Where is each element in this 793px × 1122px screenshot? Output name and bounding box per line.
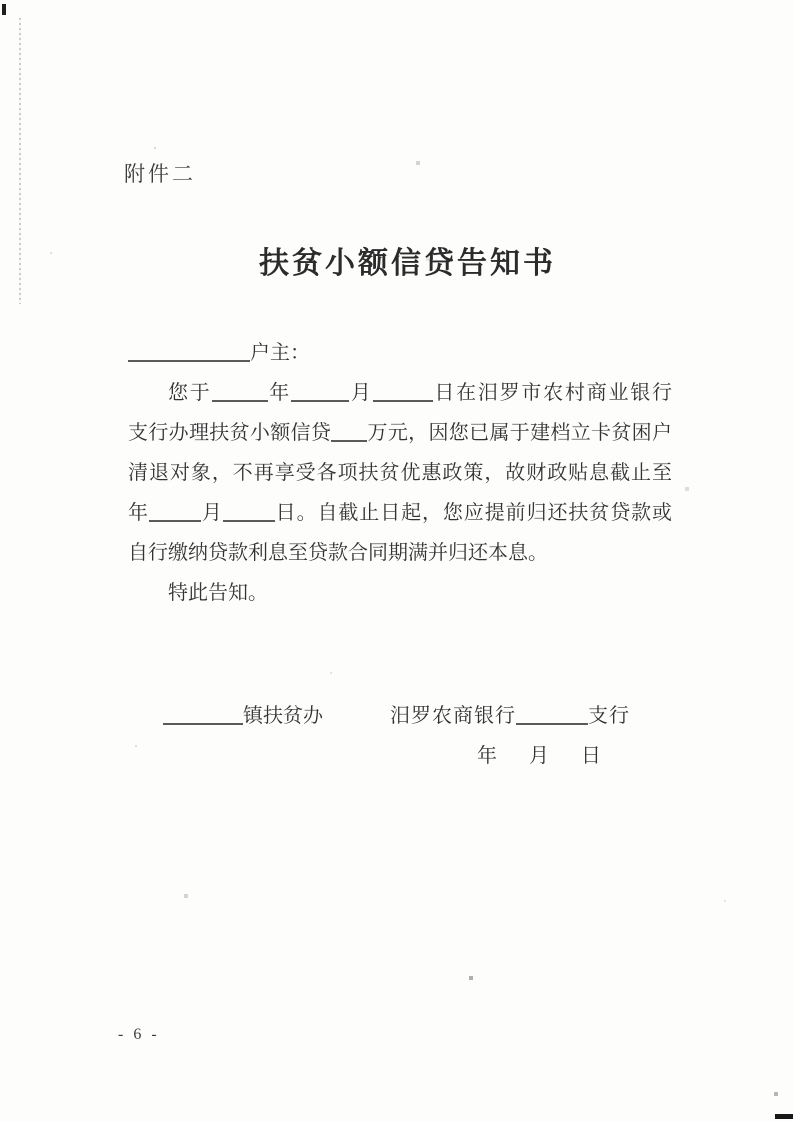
loan-day-blank-field <box>373 398 433 402</box>
body-text: 自行缴纳贷款利息至贷款合同期满并归还本息。 <box>128 542 548 564</box>
body-text: 支行办理扶贫小额信贷 <box>128 422 332 444</box>
salutation-line <box>128 333 672 373</box>
body-line-loan-amount <box>128 413 672 453</box>
town-name-blank-field <box>163 721 243 725</box>
year-label: 年 <box>267 382 292 404</box>
body-line-repayment <box>128 533 672 573</box>
closing-line <box>128 573 672 613</box>
scan-artifact-bottom-right <box>775 1114 793 1119</box>
deadline-day-blank-field <box>223 518 275 522</box>
month-label: 月 <box>200 502 223 524</box>
signature-bank <box>390 696 630 736</box>
scan-artifact-top-left <box>2 4 6 15</box>
signature-date-placeholder: 年 月 日 <box>477 745 607 767</box>
body-text: 日在汨罗市农村商业银行 <box>432 382 673 404</box>
body-text: 特此告知。 <box>168 582 268 604</box>
attachment-label: 附件二 <box>124 162 196 186</box>
signature-town-office <box>163 696 323 736</box>
body-line-deadline <box>128 493 672 533</box>
body-line-loan-date <box>128 373 672 413</box>
month-label: 月 <box>349 382 373 404</box>
page-number: - 6 - <box>118 1026 160 1043</box>
body-text: 清退对象，不再享受各项扶贫优惠政策，故财政贴息截止至 <box>128 462 672 484</box>
deadline-month-blank-field <box>149 518 201 522</box>
document-title: 扶贫小额信贷告知书 <box>259 247 556 280</box>
loan-amount-blank-field <box>331 438 367 442</box>
scan-noise-specks <box>0 0 2 2</box>
addressee-suffix-label: 户主： <box>250 342 310 364</box>
branch-suffix-label: 支行 <box>588 705 630 727</box>
body-text: 万元，因您已属于建档立卡贫困户 <box>367 422 673 444</box>
bank-name-label: 汨罗农商银行 <box>390 705 516 727</box>
body-text: 您于 <box>168 382 212 404</box>
year-label: 年 <box>128 502 149 524</box>
addressee-blank-field <box>128 358 250 362</box>
document-body <box>128 333 672 613</box>
town-office-label: 镇扶贫办 <box>243 705 323 727</box>
loan-year-blank-field <box>212 398 268 402</box>
loan-month-blank-field <box>291 398 349 402</box>
body-text: 日。自截止日起，您应提前归还扶贫贷款或 <box>274 502 673 524</box>
body-line-policy <box>128 453 672 493</box>
branch-name-blank-field <box>516 721 588 725</box>
